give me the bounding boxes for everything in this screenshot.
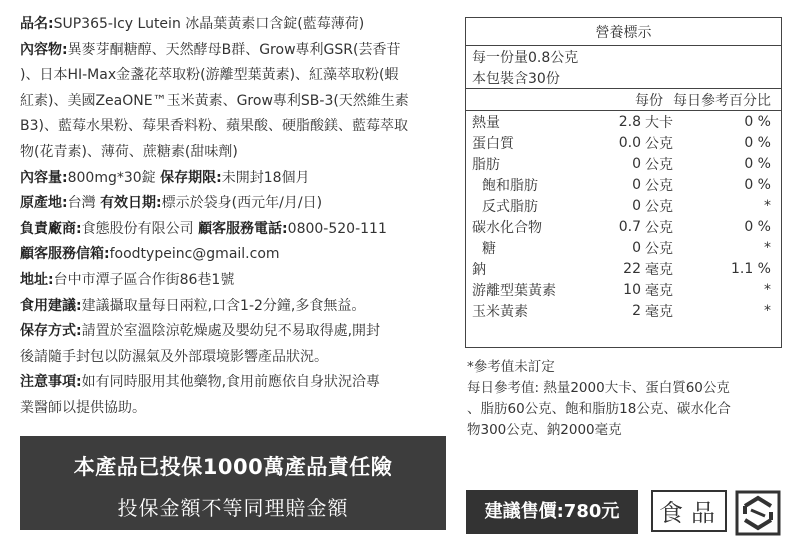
nutrient-row	[466, 300, 781, 321]
nutrient-name: 游離型葉黃素	[472, 282, 556, 299]
footnote-line-4: 物300公克、鈉2000毫克	[467, 422, 622, 438]
nutrient-unit: 公克	[645, 156, 673, 173]
nutrient-daily-pct: *	[764, 239, 771, 256]
company-phone-line: 負責廠商:食態股份有限公司 顧客服務電話:0800-520-111	[20, 220, 387, 237]
insurance-banner	[20, 436, 446, 530]
servings-per-pack: 本包裝含30份	[466, 67, 781, 89]
nutrient-name: 飽和脂肪	[482, 177, 538, 194]
nutrient-row	[466, 237, 781, 258]
origin-expiry-line: 原產地:台灣 有效日期:標示於袋身(西元年/月/日)	[20, 195, 323, 212]
col-daily: 每日參考百分比	[673, 92, 771, 109]
nutrient-row	[466, 111, 781, 132]
ingredients-line-2: )、日本HI-Max金盞花萃取粉(游離型葉黃素)、紅藻萃取粉(蝦	[20, 67, 399, 84]
nutrient-value: 10	[623, 281, 641, 298]
email-line: 顧客服務信箱:foodtypeinc@gmail.com	[20, 246, 280, 263]
nutrient-unit: 公克	[645, 177, 673, 194]
nutrient-name: 玉米黃素	[472, 303, 528, 320]
caution-line-1: 注意事項:如有同時服用其他藥物,食用前應依自身狀況洽專	[20, 374, 381, 391]
nutrient-row	[466, 279, 781, 300]
caution-line-2: 業醫師以提供協助。	[20, 399, 146, 416]
address-line: 地址:台中市潭子區合作街86巷1號	[20, 271, 235, 288]
nutrient-unit: 公克	[645, 135, 673, 152]
nutrient-unit: 大卡	[645, 114, 673, 131]
price-label: 建議售價:780元	[466, 490, 638, 534]
nutrient-unit: 毫克	[645, 261, 673, 278]
nutrient-name: 脂肪	[472, 156, 500, 173]
nutrient-unit: 公克	[645, 198, 673, 215]
nutrient-value: 2	[632, 302, 641, 319]
nutrient-unit: 公克	[645, 240, 673, 257]
nutrient-daily-pct: *	[764, 197, 771, 214]
nutrient-name: 蛋白質	[472, 135, 514, 152]
ingredients-line-1: 內容物:異麥芽酮糖醇、天然酵母B群、Grow專利GSR(芸香苷	[20, 41, 401, 58]
ingredients-line-3: 紅素)、美國ZeaONE™玉米黃素、Grow專利SB-3(天然維生素	[20, 92, 409, 109]
nutrient-unit: 毫克	[645, 303, 673, 320]
nutrient-name: 鈉	[472, 261, 486, 278]
nutrition-rows	[466, 111, 781, 321]
nutrient-name: 反式脂肪	[482, 198, 538, 215]
nutrient-daily-pct: 0 %	[744, 176, 771, 193]
nutrient-value: 0.0	[618, 134, 641, 151]
nutrient-daily-pct: 1.1 %	[730, 260, 771, 277]
nutrient-name: 糖	[482, 240, 496, 257]
nutrient-value: 2.8	[618, 113, 641, 130]
nutrient-daily-pct: *	[764, 281, 771, 298]
nutrition-title: 營養標示	[466, 18, 781, 46]
nutrient-row	[466, 258, 781, 279]
nutrient-row	[466, 195, 781, 216]
nutrient-row	[466, 132, 781, 153]
nutrient-value: 0	[632, 155, 641, 172]
footnote-line-3: 、脂肪60公克、飽和脂肪18公克、碳水化合	[467, 401, 731, 417]
nutrition-table	[465, 17, 782, 348]
storage-line-2: 後請隨手封包以防濕氣及外部環境影響產品狀況。	[20, 348, 328, 365]
insurance-line-2: 投保金額不等同理賠金額	[117, 496, 349, 520]
nutrient-unit: 毫克	[645, 282, 673, 299]
footnote	[467, 357, 787, 441]
storage-line-1: 保存方式:請置於室溫陰涼乾燥處及嬰幼兒不易取得處,開封	[20, 323, 381, 340]
ingredients-line-5: 物(花青素)、薄荷、蔗糖素(甜味劑)	[20, 143, 238, 160]
col-per-serving: 每份	[635, 92, 663, 109]
food-label: 食品	[651, 490, 727, 532]
serving-size: 每一份量0.8公克	[472, 49, 579, 66]
nutrient-daily-pct: 0 %	[744, 155, 771, 172]
nutrient-value: 0	[632, 239, 641, 256]
nutrient-value: 0	[632, 197, 641, 214]
nutrient-row	[466, 216, 781, 237]
recycle-icon	[735, 490, 781, 536]
usage-line: 食用建議:建議攝取量每日兩粒,口含1-2分鐘,多食無益。	[20, 297, 366, 314]
nutrient-daily-pct: 0 %	[744, 113, 771, 130]
nutrient-daily-pct: 0 %	[744, 134, 771, 151]
nutrient-row	[466, 153, 781, 174]
product-name-line: 品名:SUP365-Icy Lutein 冰晶葉黃素口含錠(藍莓薄荷)	[20, 16, 365, 32]
nutrient-daily-pct: *	[764, 302, 771, 319]
nutrient-value: 22	[623, 260, 641, 277]
nutrient-name: 碳水化合物	[472, 219, 542, 236]
content-shelf-line: 內容量:800mg*30錠 保存期限:未開封18個月	[20, 169, 310, 186]
product-info	[20, 12, 448, 422]
nutrient-unit: 公克	[645, 219, 673, 236]
nutrient-value: 0.7	[618, 218, 641, 235]
footnote-line-1: *參考值未訂定	[467, 359, 555, 375]
footnote-line-2: 每日參考值: 熱量2000大卡、蛋白質60公克	[467, 380, 730, 396]
nutrition-header	[466, 89, 781, 111]
insurance-line-1: 本產品已投保1000萬產品責任險	[73, 455, 393, 479]
nutrient-row	[466, 174, 781, 195]
nutrient-value: 0	[632, 176, 641, 193]
ingredients-line-4: B3)、藍莓水果粉、莓果香料粉、蘋果酸、硬脂酸鎂、藍莓萃取	[20, 118, 408, 135]
nutrient-name: 熱量	[472, 114, 500, 131]
nutrient-daily-pct: 0 %	[744, 218, 771, 235]
